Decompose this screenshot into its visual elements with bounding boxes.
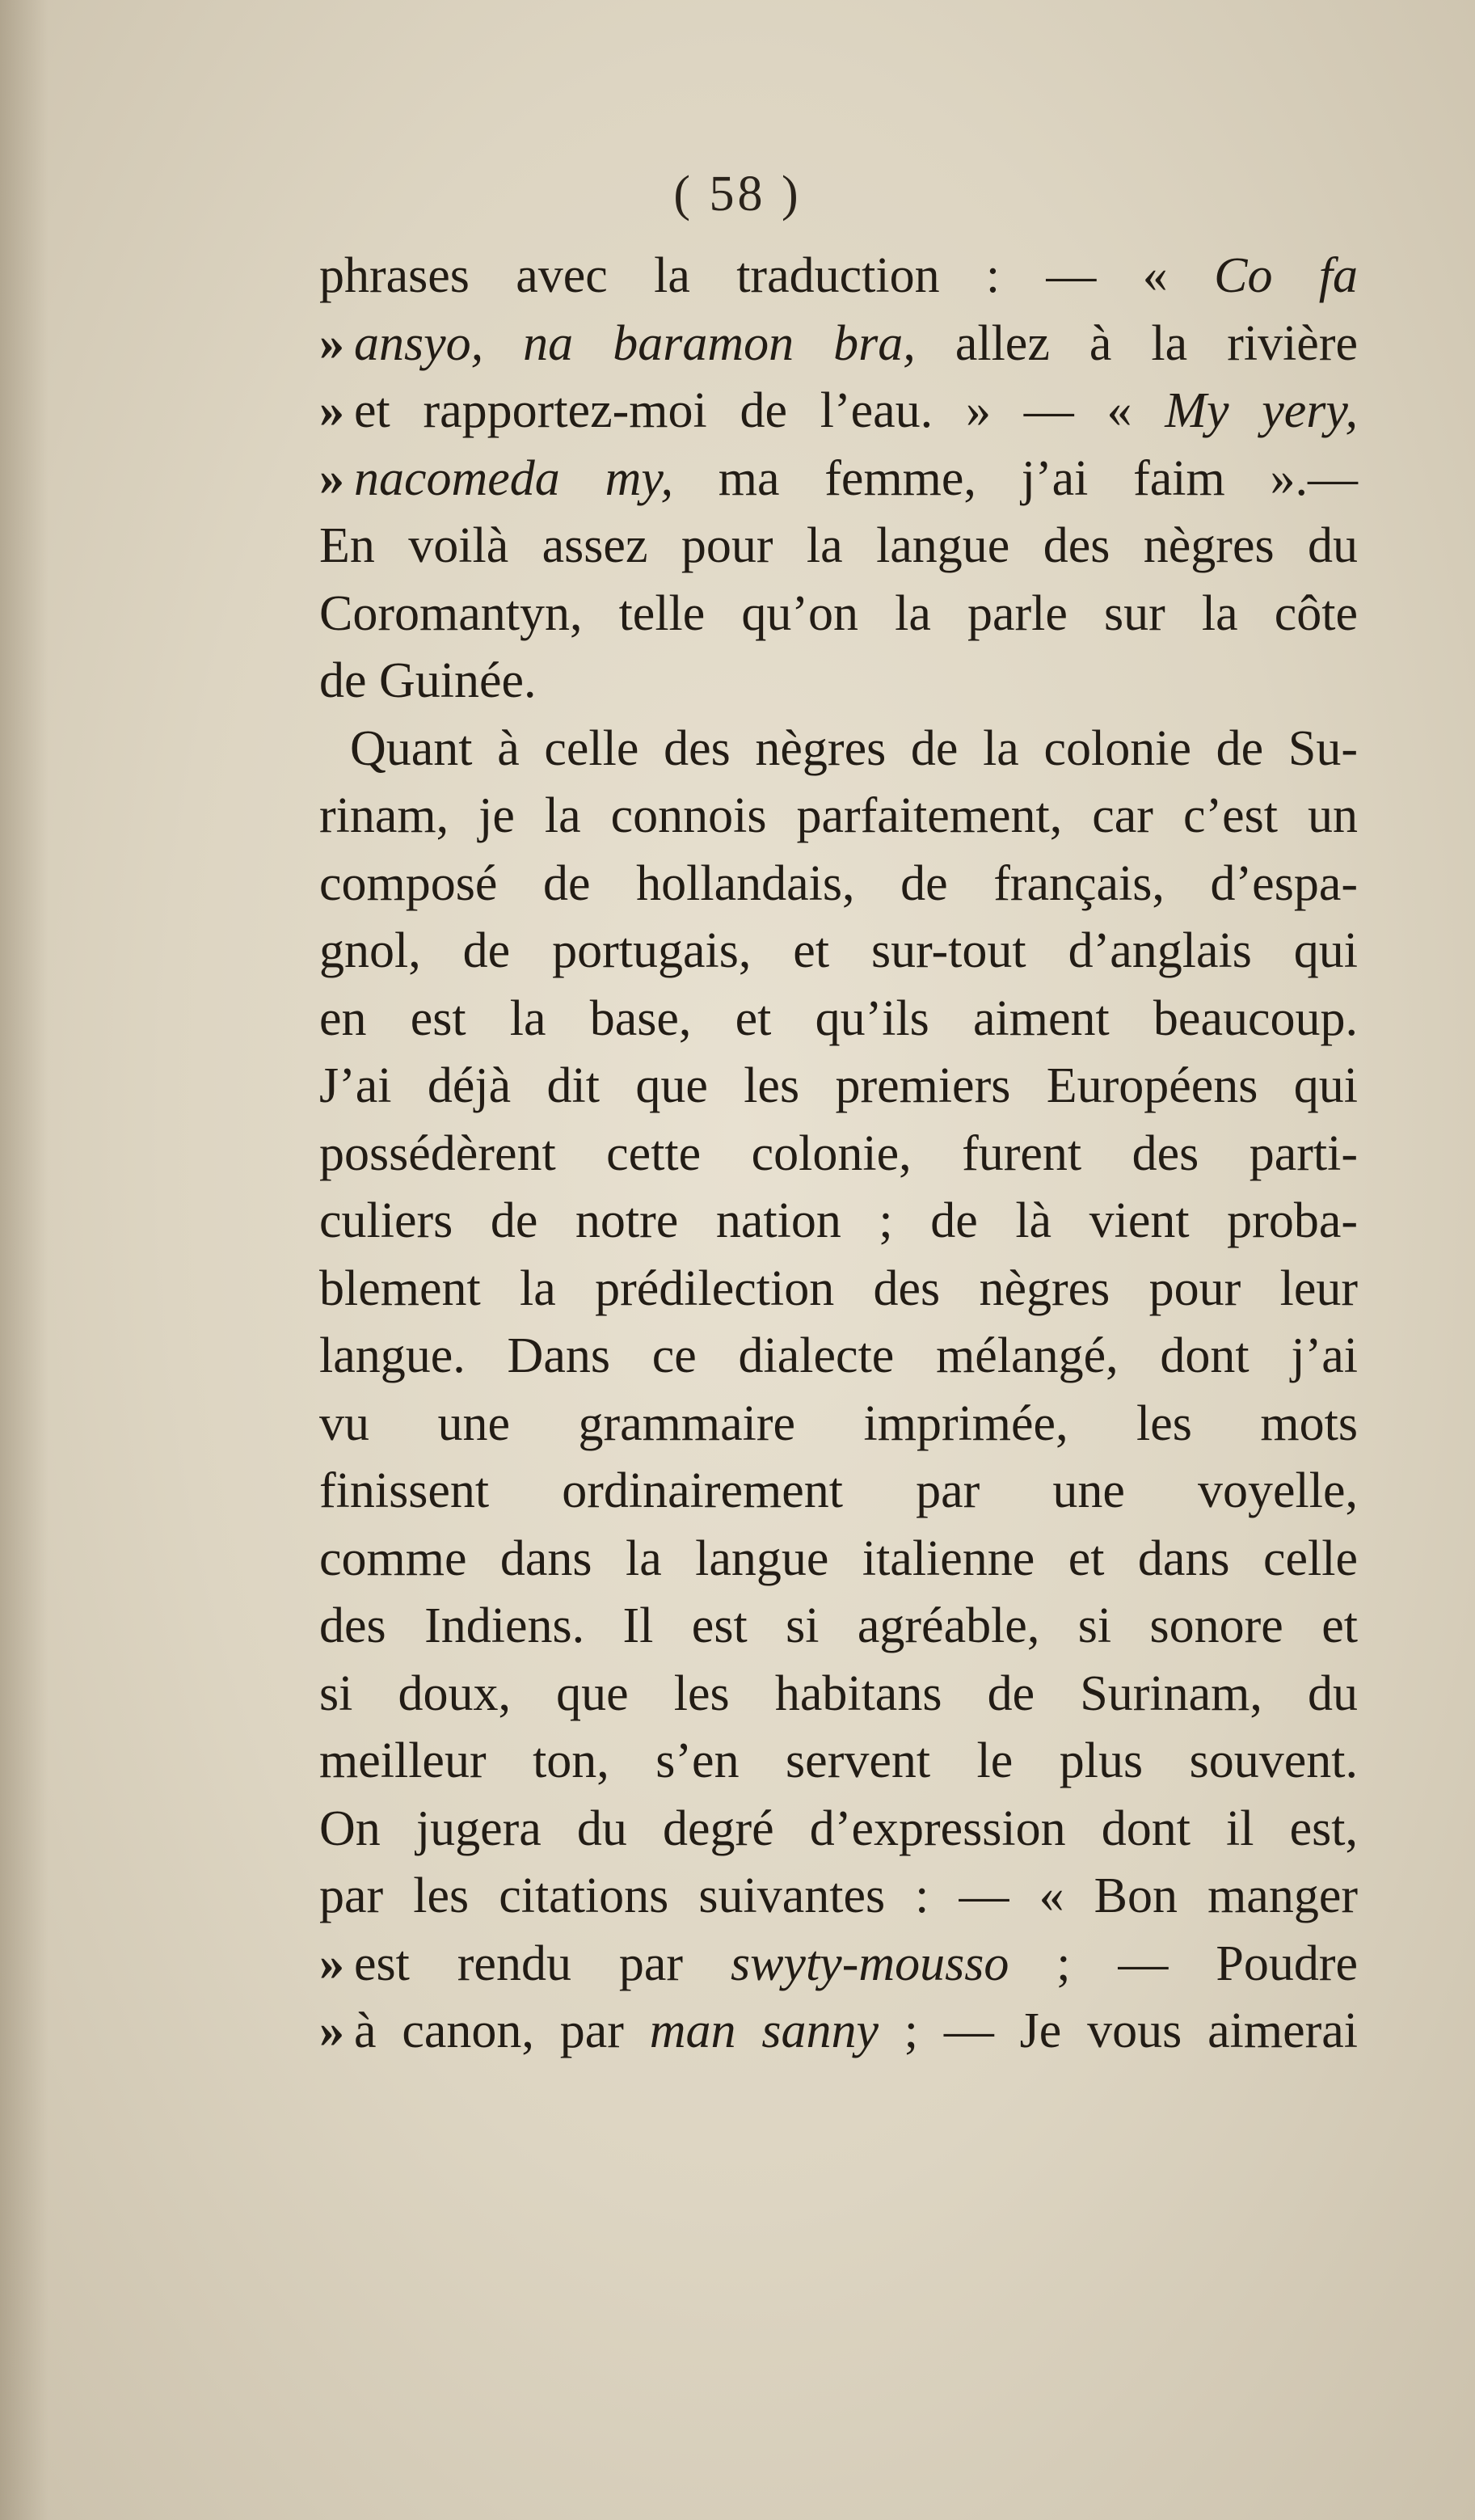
text-run: allez à la rivière xyxy=(915,315,1358,371)
text-run: J’ai déjà dit que les premiers Européens qui xyxy=(319,1058,1358,1113)
text-line xyxy=(319,513,1358,580)
text-line xyxy=(319,378,1358,445)
text-line xyxy=(319,986,1358,1053)
quote-mark: » xyxy=(319,450,343,506)
text-run: On jugera du degré d’expression dont il est, xyxy=(319,1800,1358,1856)
italic-run: My yery, xyxy=(1165,383,1359,438)
text-run: si doux, que les habitans de Surinam, du xyxy=(319,1665,1358,1721)
body-text xyxy=(319,243,1358,2066)
text-run: Quant à celle des nègres de la colonie de Su- xyxy=(350,720,1358,776)
text-line xyxy=(319,445,1358,513)
text-run: ma femme, j’ai faim ».— xyxy=(672,450,1358,506)
text-line xyxy=(319,648,1358,715)
text-line xyxy=(319,783,1358,851)
text-run: culiers de notre nation ; de là vient proba- xyxy=(319,1193,1358,1248)
text-run: ; — Je vous aimerai xyxy=(878,2003,1358,2058)
text-line xyxy=(319,715,1358,783)
text-line xyxy=(319,1931,1358,1999)
text-line xyxy=(319,1661,1358,1729)
text-run: meilleur ton, s’en servent le plus souvent. xyxy=(319,1733,1358,1788)
text-run: gnol, de portugais, et sur-tout d’anglais qui xyxy=(319,923,1358,978)
text-line xyxy=(319,243,1358,310)
text-run: rinam, je la connois parfaitement, car c’est un xyxy=(319,788,1358,843)
italic-run: swyty-mousso xyxy=(730,1935,1009,1991)
text-run: langue. Dans ce dialecte mélangé, dont j’ai xyxy=(319,1328,1358,1383)
italic-run: Co fa xyxy=(1214,248,1358,303)
text-run: finissent ordinairement par une voyelle, xyxy=(319,1463,1358,1518)
text-run: Coromantyn, telle qu’on la parle sur la côte xyxy=(319,585,1358,641)
quote-mark: » xyxy=(319,2003,343,2058)
text-run: composé de hollandais, de français, d’espa- xyxy=(319,855,1358,911)
text-line xyxy=(319,580,1358,648)
quote-mark: » xyxy=(319,383,343,438)
quote-mark: » xyxy=(319,315,343,371)
text-line xyxy=(319,1256,1358,1323)
text-run: possédèrent cette colonie, furent des parti- xyxy=(319,1125,1358,1181)
text-run: En voilà assez pour la langue des nègres du xyxy=(319,518,1358,573)
text-run: vu une grammaire imprimée, les mots xyxy=(319,1395,1358,1451)
text-run: est rendu par xyxy=(354,1935,731,1991)
italic-run: nacomeda my, xyxy=(354,450,673,506)
text-line xyxy=(319,1188,1358,1256)
text-line xyxy=(319,1593,1358,1661)
italic-run: ansyo, na baramon bra, xyxy=(354,315,916,371)
text-run: blement la prédilection des nègres pour leur xyxy=(319,1260,1358,1316)
quote-mark: » xyxy=(319,1935,343,1991)
text-line xyxy=(319,851,1358,918)
text-run: et rapportez-moi de l’eau. » — « xyxy=(354,383,1165,438)
text-run: à canon, par xyxy=(354,2003,650,2058)
text-line xyxy=(319,1863,1358,1931)
text-line xyxy=(319,1998,1358,2066)
text-line xyxy=(319,1121,1358,1188)
text-run: de Guinée. xyxy=(319,653,537,708)
text-line xyxy=(319,1458,1358,1526)
italic-run: man sanny xyxy=(649,2003,879,2058)
text-line xyxy=(319,1728,1358,1796)
page-number: ( 58 ) xyxy=(673,167,802,222)
text-line xyxy=(319,1053,1358,1121)
text-run: par les citations suivantes : — « Bon manger xyxy=(319,1868,1358,1923)
text-line xyxy=(319,310,1358,378)
text-line xyxy=(319,918,1358,986)
text-line xyxy=(319,1323,1358,1391)
text-run: en est la base, et qu’ils aiment beaucoup. xyxy=(319,990,1358,1046)
text-line xyxy=(319,1526,1358,1593)
text-line xyxy=(319,1391,1358,1458)
text-line xyxy=(319,1796,1358,1864)
text-run: ; — Poudre xyxy=(1009,1935,1358,1991)
spine-shadow xyxy=(0,0,48,2520)
text-run: des Indiens. Il est si agréable, si sonore et xyxy=(319,1598,1358,1653)
text-run: comme dans la langue italienne et dans celle xyxy=(319,1530,1358,1586)
text-run: phrases avec la traduction : — « xyxy=(319,248,1215,303)
